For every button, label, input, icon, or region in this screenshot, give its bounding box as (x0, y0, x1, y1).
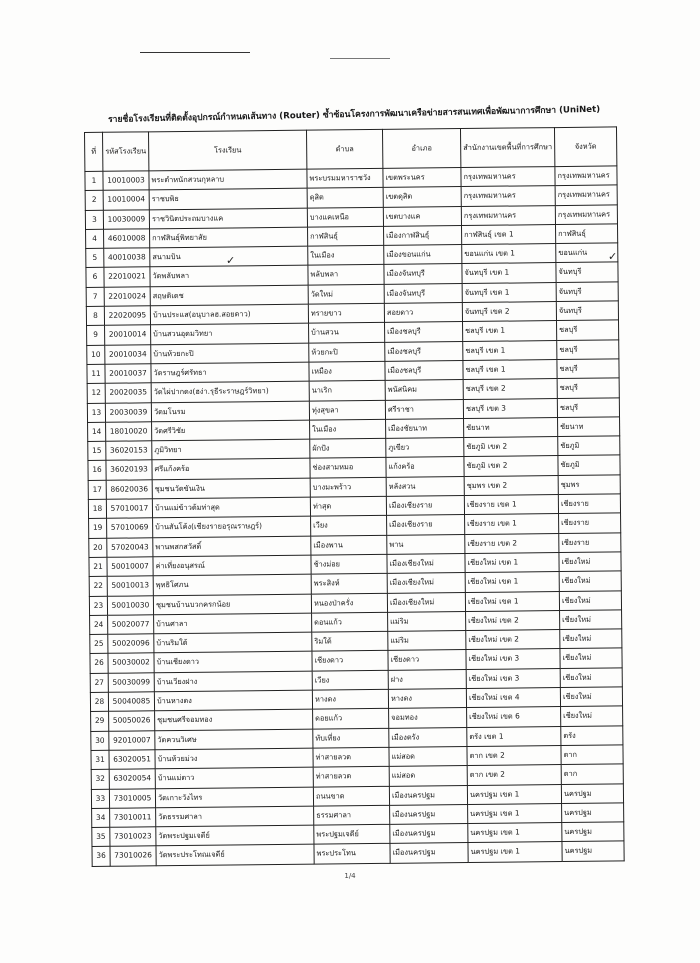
province-cell: ชัยภูมิ (558, 436, 620, 456)
province-cell: ตาก (561, 745, 623, 765)
school-code-cell: 22020095 (104, 306, 150, 326)
school-code-cell: 57010017 (106, 499, 152, 519)
subdistrict-cell: ท่าสายลวด (313, 767, 389, 787)
subdistrict-cell: พระปฐมเจดีย์ (314, 824, 390, 844)
row-no-cell: 30 (91, 731, 109, 750)
education-office-cell: ชัยภูมิ เขต 2 (464, 437, 558, 457)
row-no-cell: 24 (90, 615, 108, 634)
subdistrict-cell: หนองป่าครั่ง (311, 593, 387, 613)
school-name-cell: วัดมโนรม (151, 401, 309, 422)
school-code-cell: 50010013 (107, 576, 153, 596)
district-cell: จอมทอง (389, 708, 467, 728)
school-name-cell: บ้านห้วยม่วง (155, 748, 313, 769)
row-no-cell: 13 (87, 403, 105, 422)
district-cell: เขตดุสิต (383, 187, 461, 207)
province-cell: นครปฐม (562, 841, 624, 861)
subdistrict-cell: ช้างม่อย (311, 554, 387, 574)
row-no-cell: 17 (88, 480, 106, 499)
subdistrict-cell: ดุสิต (307, 188, 383, 208)
school-code-cell: 20010014 (105, 325, 151, 345)
subdistrict-cell: หางดง (312, 689, 388, 709)
school-table-wrapper (84, 126, 624, 866)
school-code-cell: 92010007 (109, 730, 155, 750)
education-office-cell: เชียงใหม่ เขต 4 (466, 688, 560, 708)
row-no-cell: 23 (89, 596, 107, 615)
school-name-cell: วัดพระปฐมเจดีย์ (156, 825, 314, 846)
education-office-cell: จันทบุรี เขต 1 (462, 282, 556, 302)
subdistrict-cell: ช่องสามหมอ (310, 458, 386, 478)
school-name-cell: บ้านศาลา (154, 613, 312, 634)
table-body (85, 166, 624, 866)
education-office-cell: ชลบุรี เขต 3 (463, 398, 557, 418)
school-code-cell: 50050026 (109, 711, 155, 731)
row-no-cell: 2 (85, 191, 103, 210)
school-name-cell: วัดศรีวิชัย (152, 420, 310, 441)
province-cell: เชียงใหม่ (560, 610, 622, 630)
school-name-cell: บ้านเชียงดาว (154, 652, 312, 673)
province-cell: จันทบุรี (556, 282, 618, 302)
school-name-cell: บ้านประแส(อนุบาลฮ.สอยดาว) (150, 304, 308, 325)
district-cell: เมืองชลบุรี (385, 322, 463, 342)
school-name-cell: วัดไผ่ปากดง(ฮง่า.รุธีระราษฎร์วิทยา) (151, 381, 309, 402)
row-no-cell: 27 (90, 673, 108, 692)
subdistrict-cell: เชียงดาว (312, 651, 388, 671)
school-name-cell: พานพสกสวัสดิ์ (153, 536, 311, 557)
handwritten-dash (140, 52, 250, 53)
school-code-cell: 73010011 (110, 808, 156, 828)
subdistrict-cell: ดอนแก้ว (312, 612, 388, 632)
row-no-cell: 1 (85, 171, 103, 190)
school-code-cell: 20010034 (105, 344, 151, 364)
school-code-cell: 63020054 (109, 769, 155, 789)
row-no-cell: 32 (91, 769, 109, 788)
school-name-cell: ภูมิวิทยา (152, 439, 310, 460)
subdistrict-cell: ห้วยกะปิ (309, 342, 385, 362)
header-no: ที่ (85, 132, 103, 171)
education-office-cell: เชียงราย เขต 2 (465, 533, 559, 553)
row-no-cell: 21 (89, 557, 107, 576)
row-no-cell: 7 (86, 287, 104, 306)
subdistrict-cell: บ้านสวน (309, 323, 385, 343)
school-name-cell: ค่าเที่ยงอนุสรณ์ (153, 555, 311, 576)
school-code-cell: 22010021 (104, 267, 150, 287)
row-no-cell: 33 (91, 789, 109, 808)
school-name-cell: บ้านเวียงฝาง (154, 671, 312, 692)
education-office-cell: ตาก เขต 2 (467, 745, 561, 765)
education-office-cell: เชียงใหม่ เขต 1 (465, 552, 559, 572)
row-no-cell: 19 (89, 519, 107, 538)
school-code-cell: 50010007 (107, 557, 153, 577)
header-province: จังหวัด (554, 127, 616, 167)
page-number: 1/4 (344, 872, 356, 880)
province-cell: กรุงเทพมหานคร (555, 166, 617, 186)
row-no-cell: 4 (86, 229, 104, 248)
subdistrict-cell: ทรายขาว (308, 303, 384, 323)
district-cell: เขตบางแค (383, 206, 461, 226)
province-cell: เชียงใหม่ (560, 668, 622, 688)
row-no-cell: 26 (90, 654, 108, 673)
province-cell: กาฬสินธุ์ (555, 224, 617, 244)
education-office-cell: กรุงเทพมหานคร (461, 167, 555, 187)
school-name-cell: ศรีแก้งคร้อ (152, 459, 310, 480)
school-name-cell: บ้านแม่ข้าวต้มท่าสุด (152, 497, 310, 518)
school-code-cell: 50020077 (108, 615, 154, 635)
district-cell: พาน (387, 534, 465, 554)
district-cell: หางดง (388, 689, 466, 709)
table-header-row (85, 127, 617, 172)
subdistrict-cell: ธรรมศาลา (314, 805, 390, 825)
district-cell: เมืองจันทบุรี (384, 283, 462, 303)
header-district: อำเภอ (382, 129, 460, 169)
education-office-cell: ชัยภูมิ เขต 2 (464, 456, 558, 476)
subdistrict-cell: เวียง (311, 516, 387, 536)
district-cell: แม่สอด (389, 766, 467, 786)
subdistrict-cell: พระประโทน (314, 844, 390, 864)
school-code-cell: 57010069 (107, 518, 153, 538)
school-name-cell: บ้านสันโค้ง(เชียงรายอรุณราษฎร์) (153, 516, 311, 537)
province-cell: จันทบุรี (556, 262, 618, 282)
province-cell: กรุงเทพมหานคร (555, 205, 617, 225)
row-no-cell: 10 (87, 345, 105, 364)
education-office-cell: ชุมพร เขต 2 (464, 475, 558, 495)
education-office-cell: กรุงเทพมหานคร (461, 205, 555, 225)
school-code-cell: 73010005 (109, 788, 155, 808)
school-code-cell: 63020051 (109, 750, 155, 770)
school-name-cell: วัดเกาะวังไทร (155, 787, 313, 808)
school-name-cell: ชุมชนบ้านบวกครกน้อย (153, 594, 311, 615)
row-no-cell: 15 (88, 441, 106, 460)
education-office-cell: ตาก เขต 2 (467, 765, 561, 785)
handwritten-check-mark: ✓ (608, 250, 618, 263)
school-table (84, 126, 625, 866)
district-cell: เมืองขอนแก่น (384, 245, 462, 265)
education-office-cell: เชียงราย เขต 1 (465, 514, 559, 534)
header-subdistrict: ตำบล (306, 129, 382, 169)
education-office-cell: เชียงใหม่ เขต 3 (466, 649, 560, 669)
header-code: รหัสโรงเรียน (103, 132, 149, 171)
district-cell: เมืองเชียงใหม่ (387, 592, 465, 612)
province-cell: ชลบุรี (557, 359, 619, 379)
province-cell: ชัยภูมิ (558, 455, 620, 475)
subdistrict-cell: พระบรมมหาราชวัง (307, 168, 383, 188)
district-cell: เมืองชลบุรี (385, 361, 463, 381)
district-cell: เมืองนครปฐม (390, 824, 468, 844)
subdistrict-cell: ในเมือง (310, 419, 386, 439)
school-name-cell: ชุมชนศรีจอมทอง (155, 709, 313, 730)
handwritten-check-mark: ✓ (226, 254, 236, 267)
district-cell: เมืองเชียงใหม่ (387, 553, 465, 573)
school-name-cell: วัดราษฎร์ศรัทธา (151, 362, 309, 383)
province-cell: เชียงราย (559, 513, 621, 533)
row-no-cell: 18 (88, 499, 106, 518)
school-code-cell: 20010037 (105, 364, 151, 384)
subdistrict-cell: ถนนขาด (313, 786, 389, 806)
district-cell: หลังสวน (386, 476, 464, 496)
school-code-cell: 50040085 (108, 692, 154, 712)
province-cell: นครปฐม (562, 803, 624, 823)
row-no-cell: 28 (90, 692, 108, 711)
subdistrict-cell: เหมือง (309, 361, 385, 381)
subdistrict-cell: ท่าสุด (310, 496, 386, 516)
district-cell: เมืองชลบุรี (385, 341, 463, 361)
district-cell: เมืองนครปฐม (389, 785, 467, 805)
school-code-cell: 10010003 (103, 171, 149, 191)
district-cell: เมืองเชียงราย (387, 515, 465, 535)
district-cell: สอยดาว (384, 303, 462, 323)
subdistrict-cell: ดอยแก้ว (313, 709, 389, 729)
district-cell: เมืองนครปฐม (390, 843, 468, 863)
district-cell: แก้งคร้อ (386, 457, 464, 477)
school-name-cell: บ้านหางดง (154, 690, 312, 711)
school-code-cell: 22010024 (104, 287, 150, 307)
province-cell: เชียงใหม่ (560, 648, 622, 668)
school-name-cell: สฤษดิเดช (150, 285, 308, 306)
school-code-cell: 10030009 (103, 209, 149, 229)
row-no-cell: 34 (92, 808, 110, 827)
school-code-cell: 36020193 (106, 460, 152, 480)
school-name-cell: วัดธรรมศาลา (156, 806, 314, 827)
school-name-cell: บ้านริมใต้ (154, 632, 312, 653)
subdistrict-cell: พระสิงห์ (311, 574, 387, 594)
province-cell: นครปฐม (562, 822, 624, 842)
school-name-cell: วัดพระประโทณเจดีย์ (156, 845, 314, 866)
province-cell: ชัยนาท (558, 417, 620, 437)
school-code-cell: 40010038 (104, 248, 150, 268)
education-office-cell: เชียงใหม่ เขต 1 (465, 591, 559, 611)
education-office-cell: กรุงเทพมหานคร (461, 186, 555, 206)
school-code-cell: 36020153 (106, 441, 152, 461)
row-no-cell: 35 (92, 827, 110, 846)
education-office-cell: นครปฐม เขต 1 (468, 823, 562, 843)
school-code-cell: 50030099 (108, 673, 154, 693)
subdistrict-cell: เมืองพาน (311, 535, 387, 555)
subdistrict-cell: ทุ่งสุขลา (309, 400, 385, 420)
education-office-cell: ขอนแก่น เขต 1 (462, 244, 556, 264)
district-cell: เมืองเชียงใหม่ (387, 573, 465, 593)
school-code-cell: 18010020 (106, 422, 152, 442)
education-office-cell: ชัยนาท (464, 417, 558, 437)
row-no-cell: 3 (85, 210, 103, 229)
education-office-cell: จันทบุรี เขต 2 (462, 302, 556, 322)
subdistrict-cell: ทับเที่ยง (313, 728, 389, 748)
school-name-cell: บ้านห้วยกะปิ (151, 343, 309, 364)
subdistrict-cell: ในเมือง (308, 246, 384, 266)
education-office-cell: นครปฐม เขต 1 (467, 784, 561, 804)
school-name-cell: สนามบิน (150, 246, 308, 267)
province-cell: นครปฐม (561, 783, 623, 803)
subdistrict-cell: กาฬสินธุ์ (308, 226, 384, 246)
district-cell: ศรีราชา (385, 399, 463, 419)
education-office-cell: เชียงใหม่ เขต 3 (466, 668, 560, 688)
school-name-cell: วัดควนวิเศษ (155, 729, 313, 750)
row-no-cell: 20 (89, 538, 107, 557)
education-office-cell: เชียงใหม่ เขต 2 (466, 610, 560, 630)
subdistrict-cell: นาเริก (309, 381, 385, 401)
row-no-cell: 14 (88, 422, 106, 441)
province-cell: ขอนแก่น (556, 243, 618, 263)
row-no-cell: 11 (87, 364, 105, 383)
district-cell: ฝาง (388, 669, 466, 689)
province-cell: เชียงใหม่ (560, 687, 622, 707)
province-cell: เชียงใหม่ (559, 552, 621, 572)
district-cell: แม่ริม (388, 611, 466, 631)
row-no-cell: 29 (91, 712, 109, 731)
province-cell: เชียงใหม่ (560, 629, 622, 649)
school-code-cell: 50020096 (108, 634, 154, 654)
row-no-cell: 36 (92, 847, 110, 866)
page-title: รายชื่อโรงเรียนที่ติดตั้งอุปกรณ์กำหนดเส้นทาง (Router) ซ้ำซ้อนโครงการพัฒนาเครือข่ายสารสนเทศเพื่อพัฒนาการศึกษา (UniNet) (107, 104, 601, 125)
district-cell: เมืองจันทบุรี (384, 264, 462, 284)
education-office-cell: ชลบุรี เขต 1 (463, 340, 557, 360)
school-name-cell: วัดพลับพลา (150, 266, 308, 287)
school-code-cell: 73010026 (110, 846, 156, 866)
subdistrict-cell: พลับพลา (308, 265, 384, 285)
province-cell: ชลบุรี (557, 340, 619, 360)
row-no-cell: 25 (90, 634, 108, 653)
school-name-cell: บ้านแม่ตาว (155, 767, 313, 788)
school-code-cell: 73010023 (110, 827, 156, 847)
province-cell: ชุมพร (558, 475, 620, 495)
row-no-cell: 16 (88, 461, 106, 480)
education-office-cell: จันทบุรี เขต 1 (462, 263, 556, 283)
school-name-cell: ราชบพิธ (149, 188, 307, 209)
subdistrict-cell: ผักปัง (310, 439, 386, 459)
education-office-cell: เชียงใหม่ เขต 2 (466, 630, 560, 650)
district-cell: แม่ริม (388, 631, 466, 651)
district-cell: ภูเขียว (386, 438, 464, 458)
district-cell: เมืองเชียงราย (386, 496, 464, 516)
school-name-cell: พระตำหนักสวนกุหลาบ (149, 169, 307, 190)
district-cell: เมืองกาฬสินธุ์ (384, 225, 462, 245)
province-cell: กรุงเทพมหานคร (555, 185, 617, 205)
school-name-cell: ชุมชนวัดขันเงิน (152, 478, 310, 499)
row-no-cell: 9 (87, 326, 105, 345)
row-no-cell: 31 (91, 750, 109, 769)
header-office: สำนักงานเขตพื้นที่การศึกษา (460, 128, 554, 168)
district-cell: เขตพระนคร (383, 168, 461, 188)
education-office-cell: นครปฐม เขต 1 (468, 803, 562, 823)
province-cell: เชียงใหม่ (559, 590, 621, 610)
education-office-cell: ตรัง เขต 1 (467, 726, 561, 746)
school-code-cell: 46010008 (104, 229, 150, 249)
district-cell: เมืองนครปฐม (390, 804, 468, 824)
district-cell: แม่สอด (389, 746, 467, 766)
header-school: โรงเรียน (149, 130, 307, 171)
province-cell: เชียงราย (559, 533, 621, 553)
province-cell: ตรัง (561, 726, 623, 746)
subdistrict-cell: เวียง (312, 670, 388, 690)
school-name-cell: บ้านสวนอุดมวิทยา (151, 324, 309, 345)
school-code-cell: 10010004 (103, 190, 149, 210)
row-no-cell: 8 (86, 306, 104, 325)
subdistrict-cell: บางแคเหนือ (307, 207, 383, 227)
education-office-cell: เชียงราย เขต 1 (464, 495, 558, 515)
province-cell: ชลบุรี (557, 378, 619, 398)
province-cell: ชลบุรี (557, 320, 619, 340)
education-office-cell: ชลบุรี เขต 1 (463, 321, 557, 341)
district-cell: พนัสนิคม (385, 380, 463, 400)
school-name-cell: ราชวินิตประถมบางแค (149, 208, 307, 229)
education-office-cell: เชียงใหม่ เขต 1 (465, 572, 559, 592)
province-cell: เชียงราย (558, 494, 620, 514)
education-office-cell: ชลบุรี เขต 1 (463, 360, 557, 380)
education-office-cell: นครปฐม เขต 1 (468, 842, 562, 862)
education-office-cell: กาฬสินธุ์ เขต 1 (461, 224, 555, 244)
faint-mark (330, 58, 390, 59)
education-office-cell: ชลบุรี เขต 2 (463, 379, 557, 399)
school-name-cell: พุทธิโศภน (153, 574, 311, 595)
province-cell: ตาก (561, 764, 623, 784)
school-code-cell: 20030039 (105, 402, 151, 422)
school-code-cell: 50030002 (108, 653, 154, 673)
row-no-cell: 22 (89, 577, 107, 596)
province-cell: จันทบุรี (556, 301, 618, 321)
district-cell: เมืองตรัง (389, 727, 467, 747)
school-code-cell: 20020035 (105, 383, 151, 403)
subdistrict-cell: บางมะพร้าว (310, 477, 386, 497)
district-cell: เมืองชัยนาท (386, 418, 464, 438)
school-code-cell: 50010030 (107, 595, 153, 615)
school-name-cell: กาฬสินธุ์พิทยาสัย (150, 227, 308, 248)
row-no-cell: 5 (86, 248, 104, 267)
subdistrict-cell: ท่าสายลวด (313, 747, 389, 767)
row-no-cell: 12 (87, 384, 105, 403)
education-office-cell: เชียงใหม่ เขต 6 (467, 707, 561, 727)
district-cell: เชียงดาว (388, 650, 466, 670)
row-no-cell: 6 (86, 268, 104, 287)
subdistrict-cell: ริมใต้ (312, 631, 388, 651)
subdistrict-cell: วัดใหม่ (308, 284, 384, 304)
school-code-cell: 57020043 (107, 537, 153, 557)
school-code-cell: 86020036 (106, 480, 152, 500)
province-cell: เชียงใหม่ (559, 571, 621, 591)
province-cell: ชลบุรี (557, 397, 619, 417)
province-cell: เชียงใหม่ (561, 706, 623, 726)
